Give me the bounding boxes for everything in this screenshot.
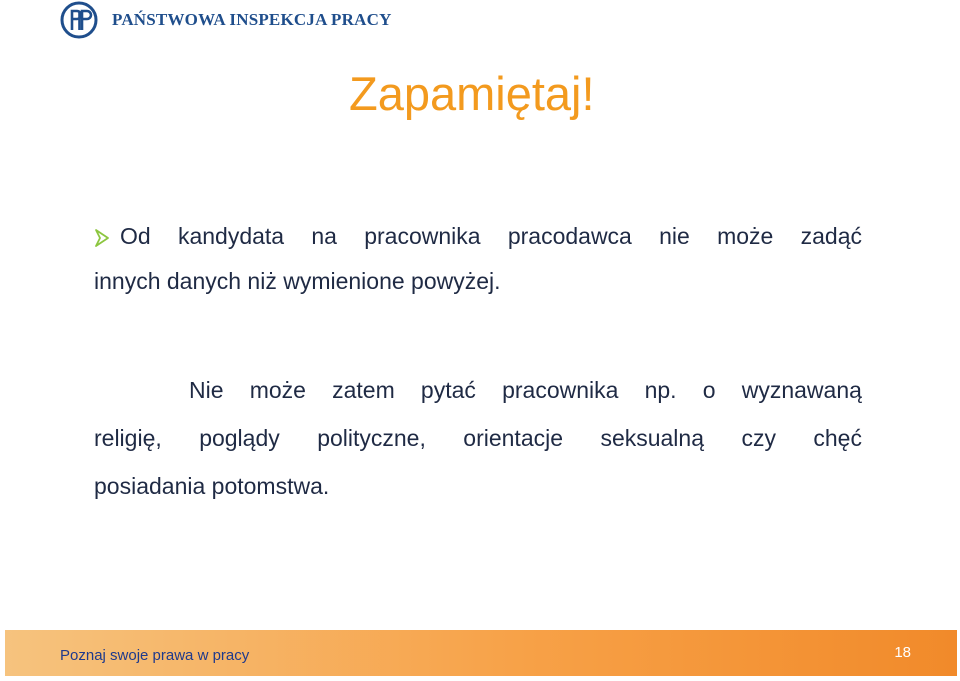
- paragraph-word: chęć: [813, 425, 862, 451]
- paragraph-word: pracownika: [502, 377, 619, 403]
- paragraph-word: o: [702, 377, 716, 403]
- pip-logo-icon: [60, 1, 98, 39]
- bullet-word: pracodawca: [507, 223, 632, 249]
- paragraph-word: np.: [644, 377, 677, 403]
- bullet-word: nie: [659, 223, 690, 249]
- slide-title: Zapamiętaj!: [349, 67, 595, 120]
- slide-footer: [5, 630, 957, 676]
- bullet-word: Od: [120, 223, 151, 249]
- bullet-word: zadąć: [800, 223, 862, 249]
- bullet-word: pracownika: [364, 223, 481, 249]
- paragraph-word: czy: [741, 425, 776, 451]
- paragraph-word: może: [249, 377, 306, 403]
- page-number: 18: [894, 643, 911, 661]
- slide-header: [60, 1, 392, 39]
- paragraph-word: poglądy: [199, 425, 280, 451]
- bullet-first-word-wrap: [94, 212, 151, 260]
- bullet-word: na: [311, 223, 337, 249]
- bullet-word: kandydata: [177, 223, 285, 249]
- paragraph-word: seksualną: [600, 425, 705, 451]
- paragraph-word: polityczne,: [317, 425, 426, 451]
- paragraph-word: pytać: [420, 377, 476, 403]
- paragraph-line-3: [94, 462, 862, 510]
- footer-text: Poznaj swoje prawa w pracy: [60, 646, 250, 664]
- paragraph-line-3-text: posiadania potomstwa.: [94, 473, 330, 499]
- body-paragraph: [94, 366, 862, 510]
- paragraph-word: religię,: [94, 425, 162, 451]
- paragraph-word: orientacje: [463, 425, 564, 451]
- arrow-bullet-icon: [94, 228, 110, 248]
- paragraph-word: Nie: [189, 377, 224, 403]
- paragraph-word: zatem: [332, 377, 395, 403]
- org-name: PAŃSTWOWA INSPEKCJA PRACY: [112, 10, 392, 29]
- bullet-line-1: [94, 212, 862, 260]
- paragraph-line-2: [94, 414, 862, 462]
- bullet-paragraph: [94, 212, 862, 305]
- paragraph-word: wyznawaną: [741, 377, 862, 403]
- bullet-word: może: [717, 223, 774, 249]
- paragraph-line-1: [94, 366, 862, 414]
- bullet-line-2: innych danych niż wymienione powyżej.: [94, 268, 501, 294]
